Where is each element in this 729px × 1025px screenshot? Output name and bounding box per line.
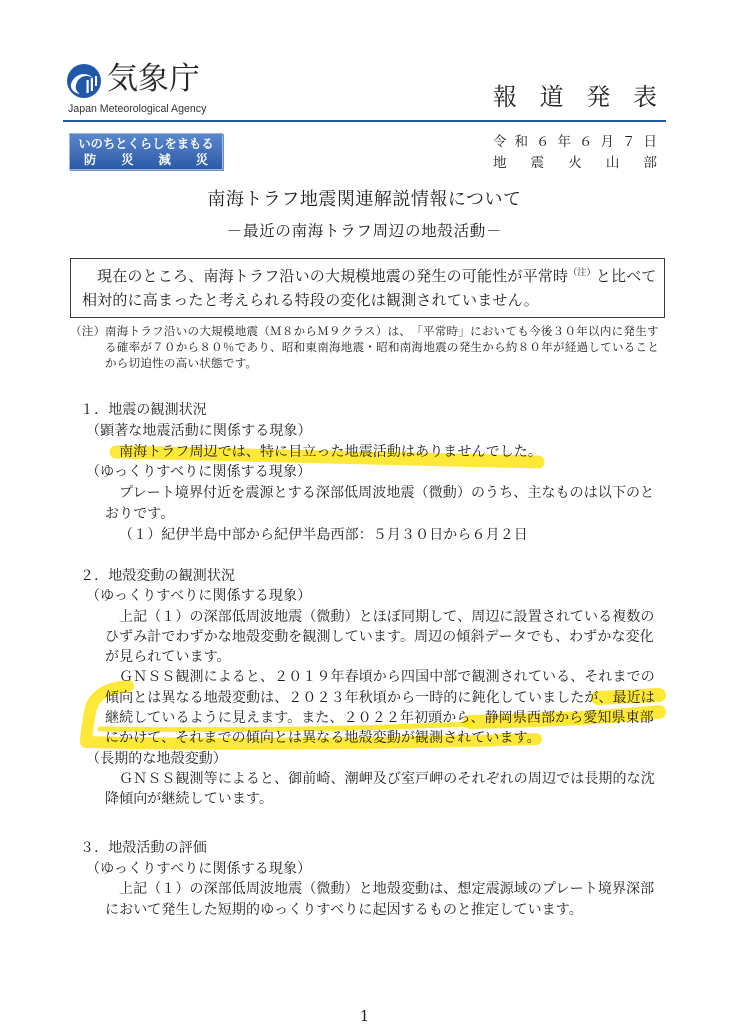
phenomenon-label: （ゆっくりすべりに関係する現象） (86, 860, 312, 877)
section-crustal-activity-evaluation (0, 838, 729, 921)
section-earthquake-observation (0, 400, 729, 546)
phenomenon-label: （ゆっくりすべりに関係する現象） (86, 464, 312, 481)
agency-name-japanese: 気象庁 (107, 61, 200, 97)
section-heading: ２．地殻変動の観測状況 (80, 568, 236, 584)
summary-box (70, 258, 665, 318)
note-label: （注） (70, 324, 106, 338)
page-number: 1 (359, 1007, 370, 1025)
section-heading: １．地震の観測状況 (80, 402, 207, 418)
note-reference-mark: （注） (568, 268, 596, 278)
paragraph: 上記（１）の深部低周波地震（微動）と地殻変動は、想定震源域のプレート境界深部において発生した短期的ゆっくりすべりに起因するものと推定しています。 (105, 881, 655, 919)
phenomenon-label: （ゆっくりすべりに関係する現象） (86, 588, 312, 605)
document-subtitle: －最近の南海トラフ周辺の地殻活動－ (226, 222, 503, 240)
section-crustal-deformation (0, 566, 729, 810)
disaster-prevention-badge (69, 133, 223, 170)
release-date: 令 和 ６ 年 ６ 月 ７ 日 (493, 134, 657, 150)
note-text: 南海トラフ沿いの大規模地震（Ｍ８からＭ９クラス）は、「平常時」においても今後３０年以内に発生する確率が７０から８０％であり、昭和東南海地震・昭和南海地震の発生から約８０年が経過していることから切迫性の高い状態です。 (105, 324, 660, 370)
jma-logo-icon (66, 63, 102, 99)
paragraph: ＧＮＳＳ観測等によると、御前崎、潮岬及び室戸岬のそれぞれの周辺では長期的な沈降傾向が継続しています。 (105, 770, 655, 808)
list-item: （１）紀伊半島中部から紀伊半島西部：５月３０日から６月２日 (119, 526, 528, 543)
summary-text-part1: 現在のところ、南海トラフ沿いの大規模地震の発生の可能性が平常時 (97, 267, 569, 285)
phenomenon-label: （顕著な地震活動に関係する現象） (86, 422, 312, 439)
phenomenon-label: （長期的な地殻変動） (86, 750, 227, 767)
badge-slogan: いのちとくらしをまもる (78, 137, 214, 151)
release-type-label: 報 道 発 表 (493, 83, 657, 111)
paragraph: 上記（１）の深部低周波地震（微動）とほぼ同期して、周辺に設置されている複数のひずみ計でわずかな地殻変動を観測しています。周辺の傾斜データでも、わずかな変化が見られています。 (105, 608, 655, 666)
paragraph: ＧＮＳＳ観測によると、２０１９年春頃から四国中部で観測されている、それまでの傾向とは異なる地殻変動は、２０２３年秋頃から一時的に鈍化していましたが、最近は継続しているように見えます。また、２０２２年初頭から、静岡県西部から愛知県東部にかけて、それまでの傾向とは異なる地殻変動が観測されています。 (105, 669, 655, 747)
badge-motto: 防 災 減 災 (84, 153, 208, 167)
agency-name-english: Japan Meteorological Agency (68, 103, 207, 115)
summary-text-part2: と比べて相対的に高まったと考えられる特段の変化は観測されていません。 (82, 267, 657, 309)
header-divider (63, 120, 666, 122)
document-title: 南海トラフ地震関連解説情報について (207, 189, 522, 210)
paragraph: プレート境界付近を震源とする深部低周波地震（微動）のうち、主なものは以下のとおりです。 (105, 485, 655, 522)
paragraph: 南海トラフ周辺では、特に目立った地震活動はありませんでした。 (119, 443, 542, 460)
issuing-department: 地 震 火 山 部 (493, 155, 657, 171)
section-heading: ３．地殻活動の評価 (80, 840, 207, 856)
